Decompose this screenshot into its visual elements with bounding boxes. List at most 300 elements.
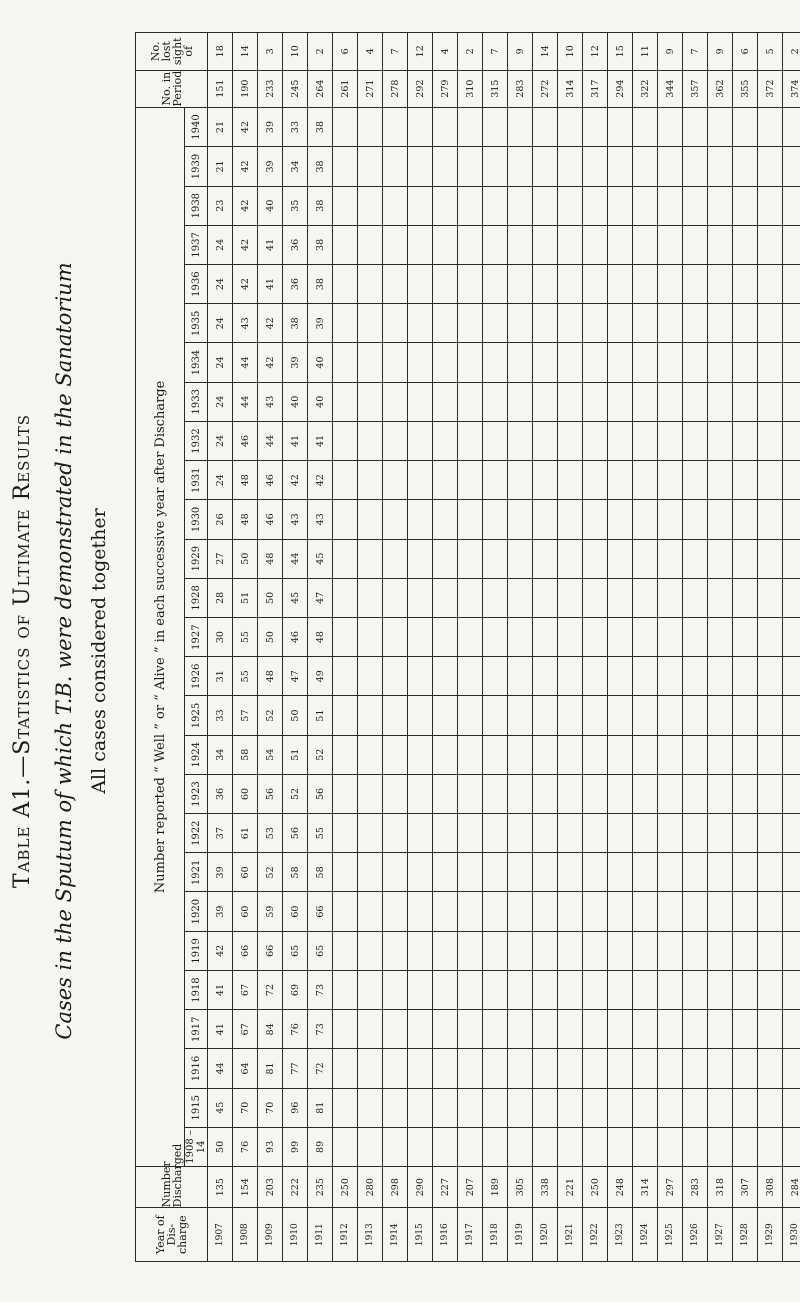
table-cell [533, 578, 558, 617]
table-cell: 57 [233, 696, 258, 735]
table-cell: 207 [458, 1167, 483, 1208]
table-cell [783, 107, 800, 147]
table-cell: 41 [208, 970, 233, 1009]
table-cell [683, 735, 708, 774]
table-cell [608, 657, 633, 696]
table-cell: 233 [258, 70, 283, 107]
table-cell: 77 [283, 1049, 308, 1088]
table-cell [583, 814, 608, 853]
table-cell [383, 892, 408, 931]
table-cell [583, 225, 608, 264]
table-cell [533, 1088, 558, 1127]
table-cell [633, 735, 658, 774]
table-cell: 34 [283, 147, 308, 186]
table-cell: 1909 [258, 1208, 283, 1262]
table-cell: 14 [233, 33, 258, 71]
table-cell [333, 147, 358, 186]
table-cell [758, 147, 783, 186]
table-cell [608, 696, 633, 735]
table-cell: 44 [258, 421, 283, 460]
table-cell [783, 1049, 800, 1088]
table-cell [708, 265, 733, 304]
table-cell: 67 [233, 1010, 258, 1049]
table-cell: 36 [283, 225, 308, 264]
table-cell [433, 539, 458, 578]
table-cell [783, 814, 800, 853]
table-cell [408, 578, 433, 617]
table-cell: 9 [658, 33, 683, 71]
table-cell [758, 814, 783, 853]
table-cell: 38 [308, 107, 333, 147]
table-cell [383, 382, 408, 421]
table-cell [533, 735, 558, 774]
table-cell [433, 421, 458, 460]
table-cell: 43 [258, 382, 283, 421]
table-cell: 3 [258, 33, 283, 71]
period-col-header: 1924 [185, 735, 208, 774]
table-cell [558, 1010, 583, 1049]
table-cell [583, 421, 608, 460]
table-row [783, 33, 800, 1262]
table-cell [508, 186, 533, 225]
table-cell [558, 107, 583, 147]
table-cell: 1913 [358, 1208, 383, 1262]
table-cell: 250 [333, 1167, 358, 1208]
year-header: Year of Dis- charge [136, 1208, 208, 1262]
table-cell [683, 1127, 708, 1166]
table-cell [333, 814, 358, 853]
table-cell [558, 304, 583, 343]
table-cell [708, 1049, 733, 1088]
table-cell [508, 735, 533, 774]
table-cell [658, 304, 683, 343]
table-cell: 338 [533, 1167, 558, 1208]
table-cell: 39 [258, 107, 283, 147]
table-cell [408, 1088, 433, 1127]
table-cell [633, 186, 658, 225]
table-cell [608, 500, 633, 539]
table-cell: 93 [258, 1127, 283, 1166]
table-cell: 30 [208, 617, 233, 656]
table-cell [633, 774, 658, 813]
table-row [533, 33, 558, 1262]
table-cell: 44 [233, 382, 258, 421]
table-cell [483, 853, 508, 892]
table-cell: 42 [308, 461, 333, 500]
table-cell: 344 [658, 70, 683, 107]
table-cell [458, 421, 483, 460]
table-cell: 51 [233, 578, 258, 617]
table-cell [758, 657, 783, 696]
table-cell [433, 147, 458, 186]
table-cell [708, 343, 733, 382]
table-cell: 1912 [333, 1208, 358, 1262]
table-row [208, 33, 233, 1262]
table-cell: 64 [233, 1049, 258, 1088]
table-cell [533, 853, 558, 892]
table-cell: 36 [283, 265, 308, 304]
table-cell: 1916 [433, 1208, 458, 1262]
period-col-header: 1922 [185, 814, 208, 853]
table-cell [633, 225, 658, 264]
table-cell: 50 [233, 539, 258, 578]
table-row [433, 33, 458, 1262]
table-cell [558, 461, 583, 500]
table-cell: 305 [508, 1167, 533, 1208]
table-cell [758, 461, 783, 500]
table-cell: 24 [208, 461, 233, 500]
table-cell: 357 [683, 70, 708, 107]
table-cell [358, 970, 383, 1009]
table-cell: 52 [283, 774, 308, 813]
table-cell [358, 735, 383, 774]
table-cell [333, 696, 358, 735]
table-cell: 81 [308, 1088, 333, 1127]
table-cell [608, 1049, 633, 1088]
table-cell [358, 1127, 383, 1166]
table-cell [383, 1127, 408, 1166]
period-col-header: 1929 [185, 539, 208, 578]
table-cell [758, 617, 783, 656]
table-cell: 73 [308, 970, 333, 1009]
table-cell [733, 617, 758, 656]
table-cell [558, 421, 583, 460]
table-cell [483, 343, 508, 382]
table-cell: 66 [258, 931, 283, 970]
table-cell [533, 892, 558, 931]
table-cell [408, 853, 433, 892]
table-cell: 1925 [658, 1208, 683, 1262]
table-cell [783, 657, 800, 696]
table-cell [408, 539, 433, 578]
table-cell [658, 186, 683, 225]
table-cell [708, 304, 733, 343]
table-cell [758, 696, 783, 735]
table-cell [458, 500, 483, 539]
table-cell [733, 107, 758, 147]
table-row [633, 33, 658, 1262]
table-cell [533, 147, 558, 186]
table-cell [633, 304, 658, 343]
table-cell [433, 1049, 458, 1088]
table-cell [708, 970, 733, 1009]
table-cell: 49 [308, 657, 333, 696]
table-cell [508, 1010, 533, 1049]
table-cell [358, 382, 383, 421]
period-col-header: 1938 [185, 186, 208, 225]
table-cell [408, 343, 433, 382]
table-cell [433, 814, 458, 853]
table-cell: 40 [308, 382, 333, 421]
table-cell [708, 1010, 733, 1049]
table-cell: 1930 [783, 1208, 800, 1262]
table-cell [658, 461, 683, 500]
table-cell [708, 1088, 733, 1127]
table-cell [508, 461, 533, 500]
table-cell [583, 265, 608, 304]
table-cell [433, 1010, 458, 1049]
table-cell [633, 539, 658, 578]
table-cell [633, 892, 658, 931]
table-cell [333, 343, 358, 382]
table-cell [333, 265, 358, 304]
table-cell: 41 [283, 421, 308, 460]
table-cell [433, 657, 458, 696]
table-cell [458, 539, 483, 578]
table-cell [458, 107, 483, 147]
table-cell: 46 [258, 500, 283, 539]
table-cell: 278 [383, 70, 408, 107]
table-cell: 24 [208, 225, 233, 264]
table-cell [758, 225, 783, 264]
period-col-header: 1928 [185, 578, 208, 617]
period-col-header: 1908 –14 [185, 1127, 208, 1166]
table-cell: 39 [283, 343, 308, 382]
table-cell: 41 [208, 1010, 233, 1049]
table-cell: 31 [208, 657, 233, 696]
table-cell [683, 1049, 708, 1088]
table-cell [733, 461, 758, 500]
table-cell: 42 [258, 343, 283, 382]
table-cell [333, 578, 358, 617]
table-cell [683, 578, 708, 617]
table-cell [458, 892, 483, 931]
table-cell [733, 186, 758, 225]
period-col-header: 1921 [185, 853, 208, 892]
table-cell [683, 1088, 708, 1127]
table-cell: 280 [358, 1167, 383, 1208]
table-cell [533, 657, 558, 696]
table-cell [658, 578, 683, 617]
table-cell: 24 [208, 304, 233, 343]
table-cell: 2 [308, 33, 333, 71]
table-cell: 56 [283, 814, 308, 853]
table-cell [733, 735, 758, 774]
table-cell: 7 [383, 33, 408, 71]
table-cell [458, 774, 483, 813]
table-cell: 203 [258, 1167, 283, 1208]
table-cell [683, 657, 708, 696]
table-cell: 81 [258, 1049, 283, 1088]
table-cell [658, 1049, 683, 1088]
table-row [258, 33, 283, 1262]
table-cell: 5 [758, 33, 783, 71]
table-cell [483, 421, 508, 460]
table-cell [508, 1088, 533, 1127]
table-cell [608, 853, 633, 892]
table-cell [758, 970, 783, 1009]
table-cell: 279 [433, 70, 458, 107]
table-cell [683, 461, 708, 500]
table-cell [583, 617, 608, 656]
table-cell: 38 [283, 304, 308, 343]
table-row [408, 33, 433, 1262]
table-cell: 70 [233, 1088, 258, 1127]
table-cell [633, 147, 658, 186]
table-cell [633, 970, 658, 1009]
table-cell [358, 421, 383, 460]
table-cell [708, 1127, 733, 1166]
table-cell [633, 578, 658, 617]
table-cell [533, 539, 558, 578]
table-cell [708, 147, 733, 186]
period-col-header: 1923 [185, 774, 208, 813]
table-cell [633, 1010, 658, 1049]
table-cell [358, 931, 383, 970]
table-cell [408, 186, 433, 225]
table-cell: 42 [233, 225, 258, 264]
table-cell: 52 [258, 696, 283, 735]
table-row [458, 33, 483, 1262]
table-cell [733, 382, 758, 421]
table-cell [758, 343, 783, 382]
table-row [733, 33, 758, 1262]
table-cell [708, 657, 733, 696]
table-cell: 21 [208, 107, 233, 147]
table-cell: 46 [283, 617, 308, 656]
table-cell [783, 892, 800, 931]
table-cell [383, 1088, 408, 1127]
table-cell [483, 500, 508, 539]
table-cell: 1926 [683, 1208, 708, 1262]
table-cell [433, 578, 458, 617]
table-cell [608, 421, 633, 460]
table-cell: 290 [408, 1167, 433, 1208]
table-cell [658, 107, 683, 147]
table-cell: 42 [233, 107, 258, 147]
table-cell: 37 [208, 814, 233, 853]
table-cell: 307 [733, 1167, 758, 1208]
table-cell: 66 [233, 931, 258, 970]
table-cell [633, 657, 658, 696]
table-cell [458, 304, 483, 343]
table-cell [558, 617, 583, 656]
table-cell [633, 461, 658, 500]
table-cell [358, 225, 383, 264]
table-cell [733, 1127, 758, 1166]
table-cell [583, 1088, 608, 1127]
table-cell [583, 892, 608, 931]
table-cell: 11 [633, 33, 658, 71]
table-cell [633, 107, 658, 147]
table-cell [758, 931, 783, 970]
table-cell [433, 186, 458, 225]
table-cell [608, 892, 633, 931]
table-cell [508, 1127, 533, 1166]
table-cell [333, 304, 358, 343]
table-cell: 46 [258, 461, 283, 500]
table-cell: 40 [308, 343, 333, 382]
table-cell [608, 304, 633, 343]
table-cell: 245 [283, 70, 308, 107]
table-cell [608, 461, 633, 500]
lost-header: No. lost sight of [136, 33, 208, 71]
table-cell: 135 [208, 1167, 233, 1208]
period-col-header: 1937 [185, 225, 208, 264]
table-cell [533, 931, 558, 970]
table-cell: 298 [383, 1167, 408, 1208]
table-cell [408, 931, 433, 970]
table-cell [633, 1049, 658, 1088]
table-cell: 24 [208, 382, 233, 421]
table-cell [483, 1088, 508, 1127]
table-cell [433, 343, 458, 382]
table-cell [658, 814, 683, 853]
table-cell: 297 [658, 1167, 683, 1208]
table-cell [458, 1088, 483, 1127]
table-cell [708, 735, 733, 774]
table-cell [608, 343, 633, 382]
table-cell [683, 1010, 708, 1049]
table-cell [483, 107, 508, 147]
table-cell [533, 421, 558, 460]
table-cell: 26 [208, 500, 233, 539]
table-cell: 44 [233, 343, 258, 382]
table-cell [433, 735, 458, 774]
table-cell [708, 539, 733, 578]
table-cell [408, 500, 433, 539]
table-cell [508, 304, 533, 343]
table-cell [608, 1010, 633, 1049]
table-cell [683, 696, 708, 735]
table-cell [783, 304, 800, 343]
table-cell [583, 500, 608, 539]
table-cell: 7 [683, 33, 708, 71]
table-cell [508, 539, 533, 578]
table-cell: 38 [308, 265, 333, 304]
table-cell: 248 [608, 1167, 633, 1208]
table-cell [358, 265, 383, 304]
table-cell [708, 225, 733, 264]
period-col-header: 1925 [185, 696, 208, 735]
table-cell [383, 304, 408, 343]
table-cell [783, 1088, 800, 1127]
table-cell: 46 [233, 421, 258, 460]
table-cell: 43 [233, 304, 258, 343]
table-cell [558, 147, 583, 186]
table-cell [608, 382, 633, 421]
table-cell: 60 [283, 892, 308, 931]
table-cell [683, 265, 708, 304]
table-cell: 38 [308, 186, 333, 225]
table-cell [508, 657, 533, 696]
table-cell [708, 617, 733, 656]
table-cell: 18 [208, 33, 233, 71]
table-cell [733, 578, 758, 617]
table-cell [333, 657, 358, 696]
table-cell [358, 500, 383, 539]
table-cell [633, 265, 658, 304]
table-cell [533, 500, 558, 539]
table-cell [558, 265, 583, 304]
table-cell: 51 [283, 735, 308, 774]
table-cell [358, 1049, 383, 1088]
table-cell [708, 578, 733, 617]
table-cell: 261 [333, 70, 358, 107]
table-cell [433, 970, 458, 1009]
table-cell [533, 225, 558, 264]
table-cell: 99 [283, 1127, 308, 1166]
table-row [708, 33, 733, 1262]
table-cell [483, 814, 508, 853]
table-cell: 40 [283, 382, 308, 421]
table-cell: 283 [508, 70, 533, 107]
table-cell [683, 343, 708, 382]
table-cell [383, 265, 408, 304]
table-cell: 48 [308, 617, 333, 656]
table-cell: 322 [633, 70, 658, 107]
table-cell: 69 [283, 970, 308, 1009]
